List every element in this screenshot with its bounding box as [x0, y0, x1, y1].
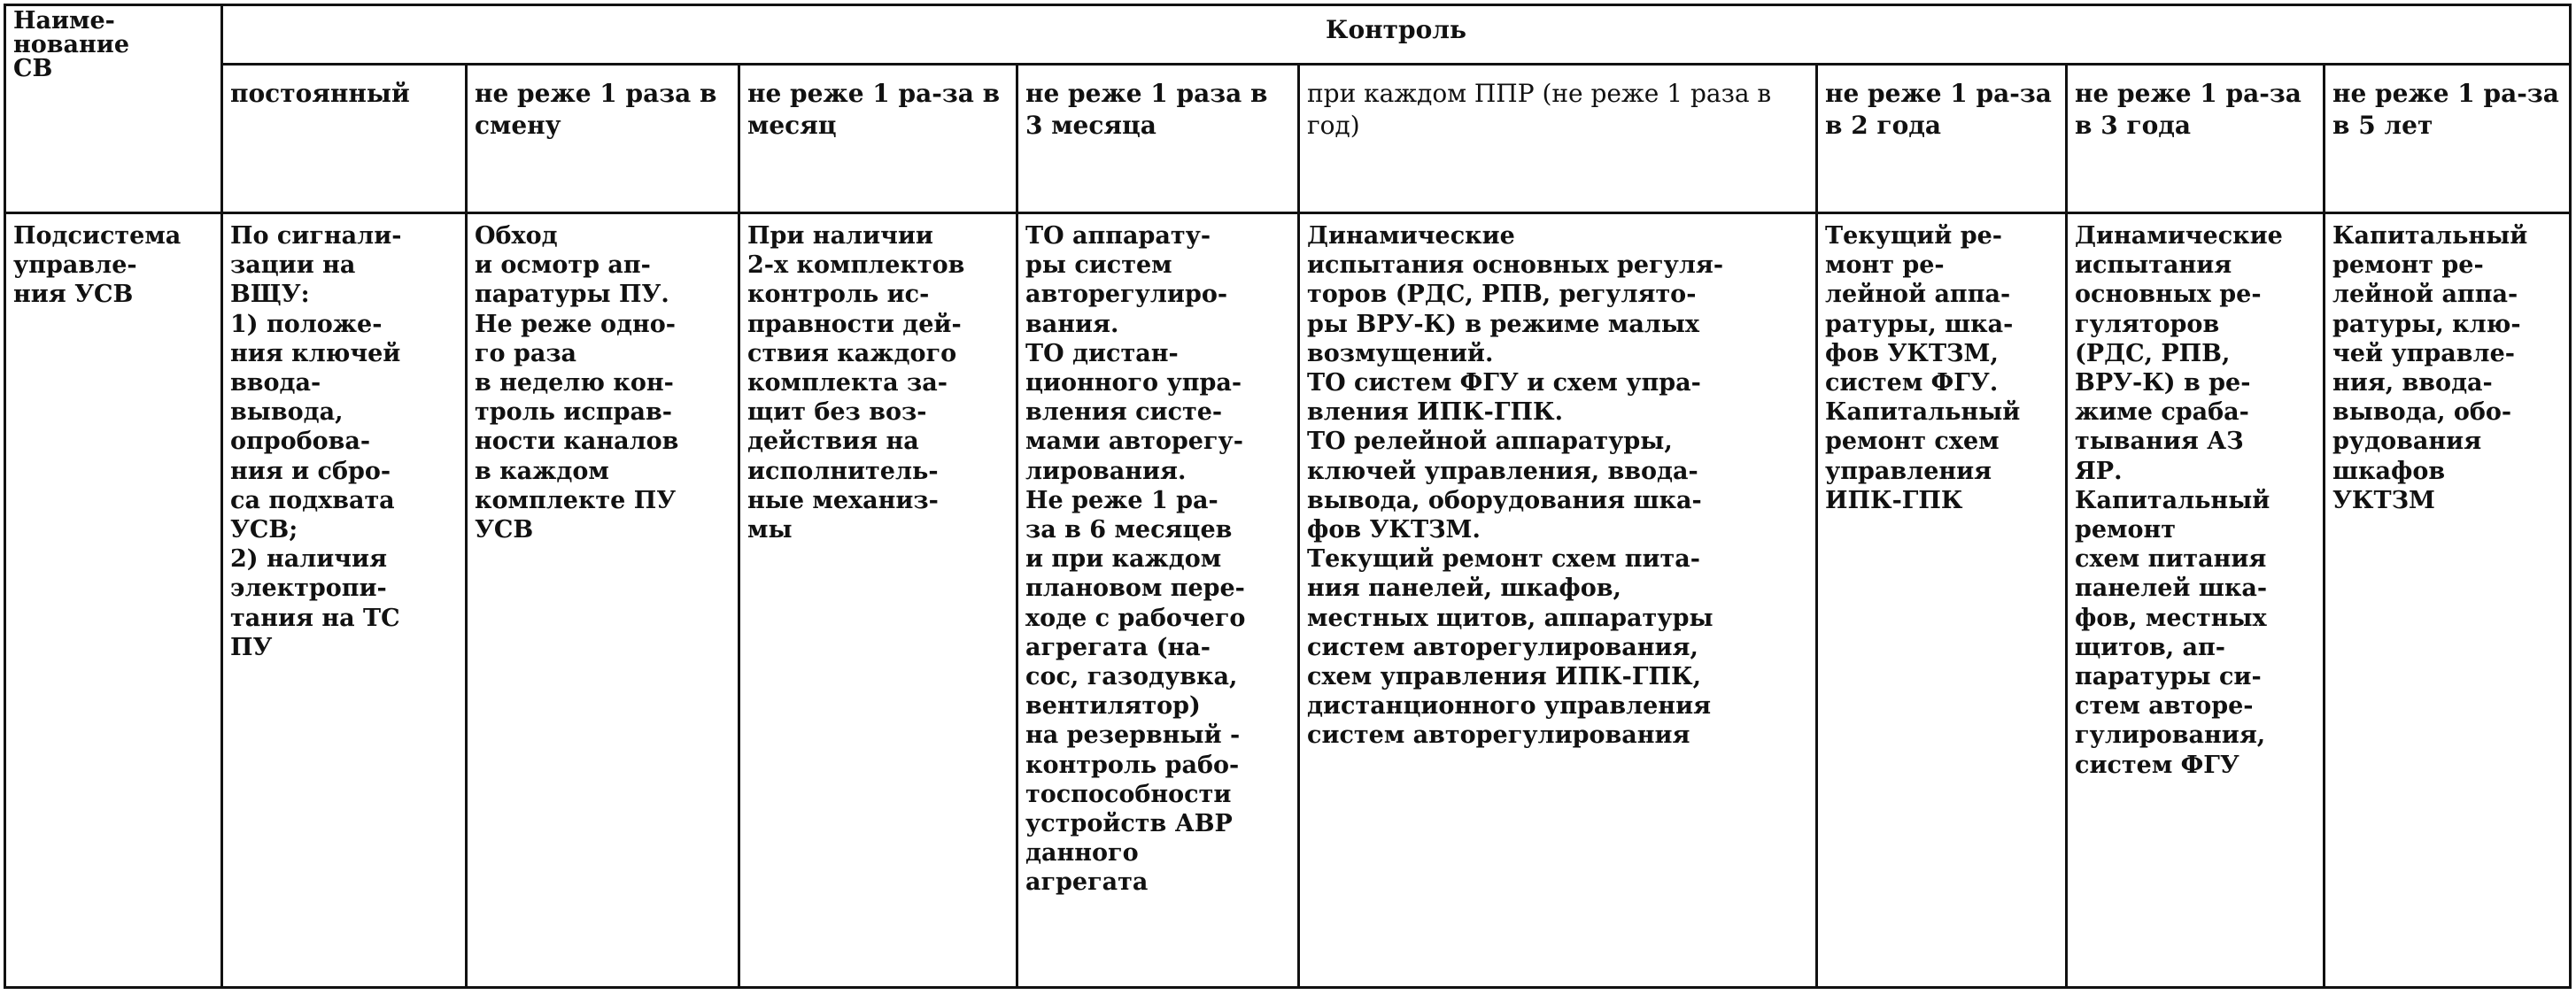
header-row-periods: [5, 65, 2571, 213]
column-header-quarterly: не реже 1 раза в 3 месяца: [1017, 65, 1299, 213]
document-table-wrapper: [4, 4, 2569, 989]
column-header-per-shift: не реже 1 раза в смену: [467, 65, 739, 213]
column-header-three-years: не реже 1 ра-за в 3 года: [2067, 65, 2325, 213]
cell-each-ppr: Динамические испытания основных регуля- торов (РДС, РПВ, регулято- ры ВРУ-К) в режиме малых возмущений. ТО систем ФГУ и схем упра- вления ИПК-ГПК. ТО релейной аппаратуры, ключей управления, ввода- вывода, оборудования шка- фов УКТЗМ. Текущий ремонт схем пита- ния панелей, шкафов, местных щитов, аппаратуры систем авторегулирования, схем управления ИПК-ГПК, дистанционного управления систем авторегулирования: [1299, 213, 1817, 988]
column-header-constant: постоянный: [222, 65, 467, 213]
header-row-top: [5, 5, 2571, 65]
cell-quarterly: ТО аппарату- ры систем авторегулиро- вания. ТО дистан- ционного упра- вления систе- мами авторегу- лирования. Не реже 1 ра- за в 6 месяцев и при каждом плановом пере- ходе с рабочего агрегата (на- сос, газодувка, вентилятор) на резервный - контроль рабо- тоспособности устройств АВР данного агрегата: [1017, 213, 1299, 988]
cell-monthly: При наличии 2-х комплектов контроль ис- правности дей- ствия каждого комплекта за- щит без воз- действия на исполнитель- ные механиз- мы: [739, 213, 1017, 988]
cell-two-years: Текущий ре- монт ре- лейной аппа- ратуры, шка- фов УКТЗМ, систем ФГУ. Капитальный ремонт схем управления ИПК-ГПК: [1817, 213, 2067, 988]
cell-three-years: Динамические испытания основных ре- гуляторов (РДС, РПВ, ВРУ-К) в ре- жиме сраба- тывания АЗ ЯР. Капитальный ремонт схем питания панелей шка- фов, местных щитов, ап- паратуры си- стем авторе- гулирования, систем ФГУ: [2067, 213, 2325, 988]
table-row: [5, 213, 2571, 988]
control-header-cell: Контроль: [222, 5, 2571, 65]
row-name-cell: Подсистема управле- ния УСВ: [5, 213, 222, 988]
column-header-five-years: не реже 1 ра-за в 5 лет: [2325, 65, 2571, 213]
column-header-two-years: не реже 1 ра-за в 2 года: [1817, 65, 2067, 213]
cell-per-shift: Обход и осмотр ап- паратуры ПУ. Не реже одно- го раза в неделю кон- троль исправ- ности каналов в каждом комплекте ПУ УСВ: [467, 213, 739, 988]
maintenance-control-table: [4, 4, 2572, 989]
name-header-text: Наиме- нование СВ: [13, 7, 129, 82]
column-header-each-ppr: при каждом ППР (не реже 1 раза в год): [1299, 65, 1817, 213]
cell-constant: По сигнали- зации на ВЩУ: 1) положе- ния ключей ввода- вывода, опробова- ния и сбро- са подхвата УСВ; 2) наличия электропи- тания на ТС ПУ: [222, 213, 467, 988]
column-header-monthly: не реже 1 ра-за в месяц: [739, 65, 1017, 213]
name-header-cell: [5, 5, 222, 213]
cell-five-years: Капитальный ремонт ре- лейной аппа- ратуры, клю- чей управле- ния, ввода- вывода, обо- рудования шкафов УКТЗМ: [2325, 213, 2571, 988]
